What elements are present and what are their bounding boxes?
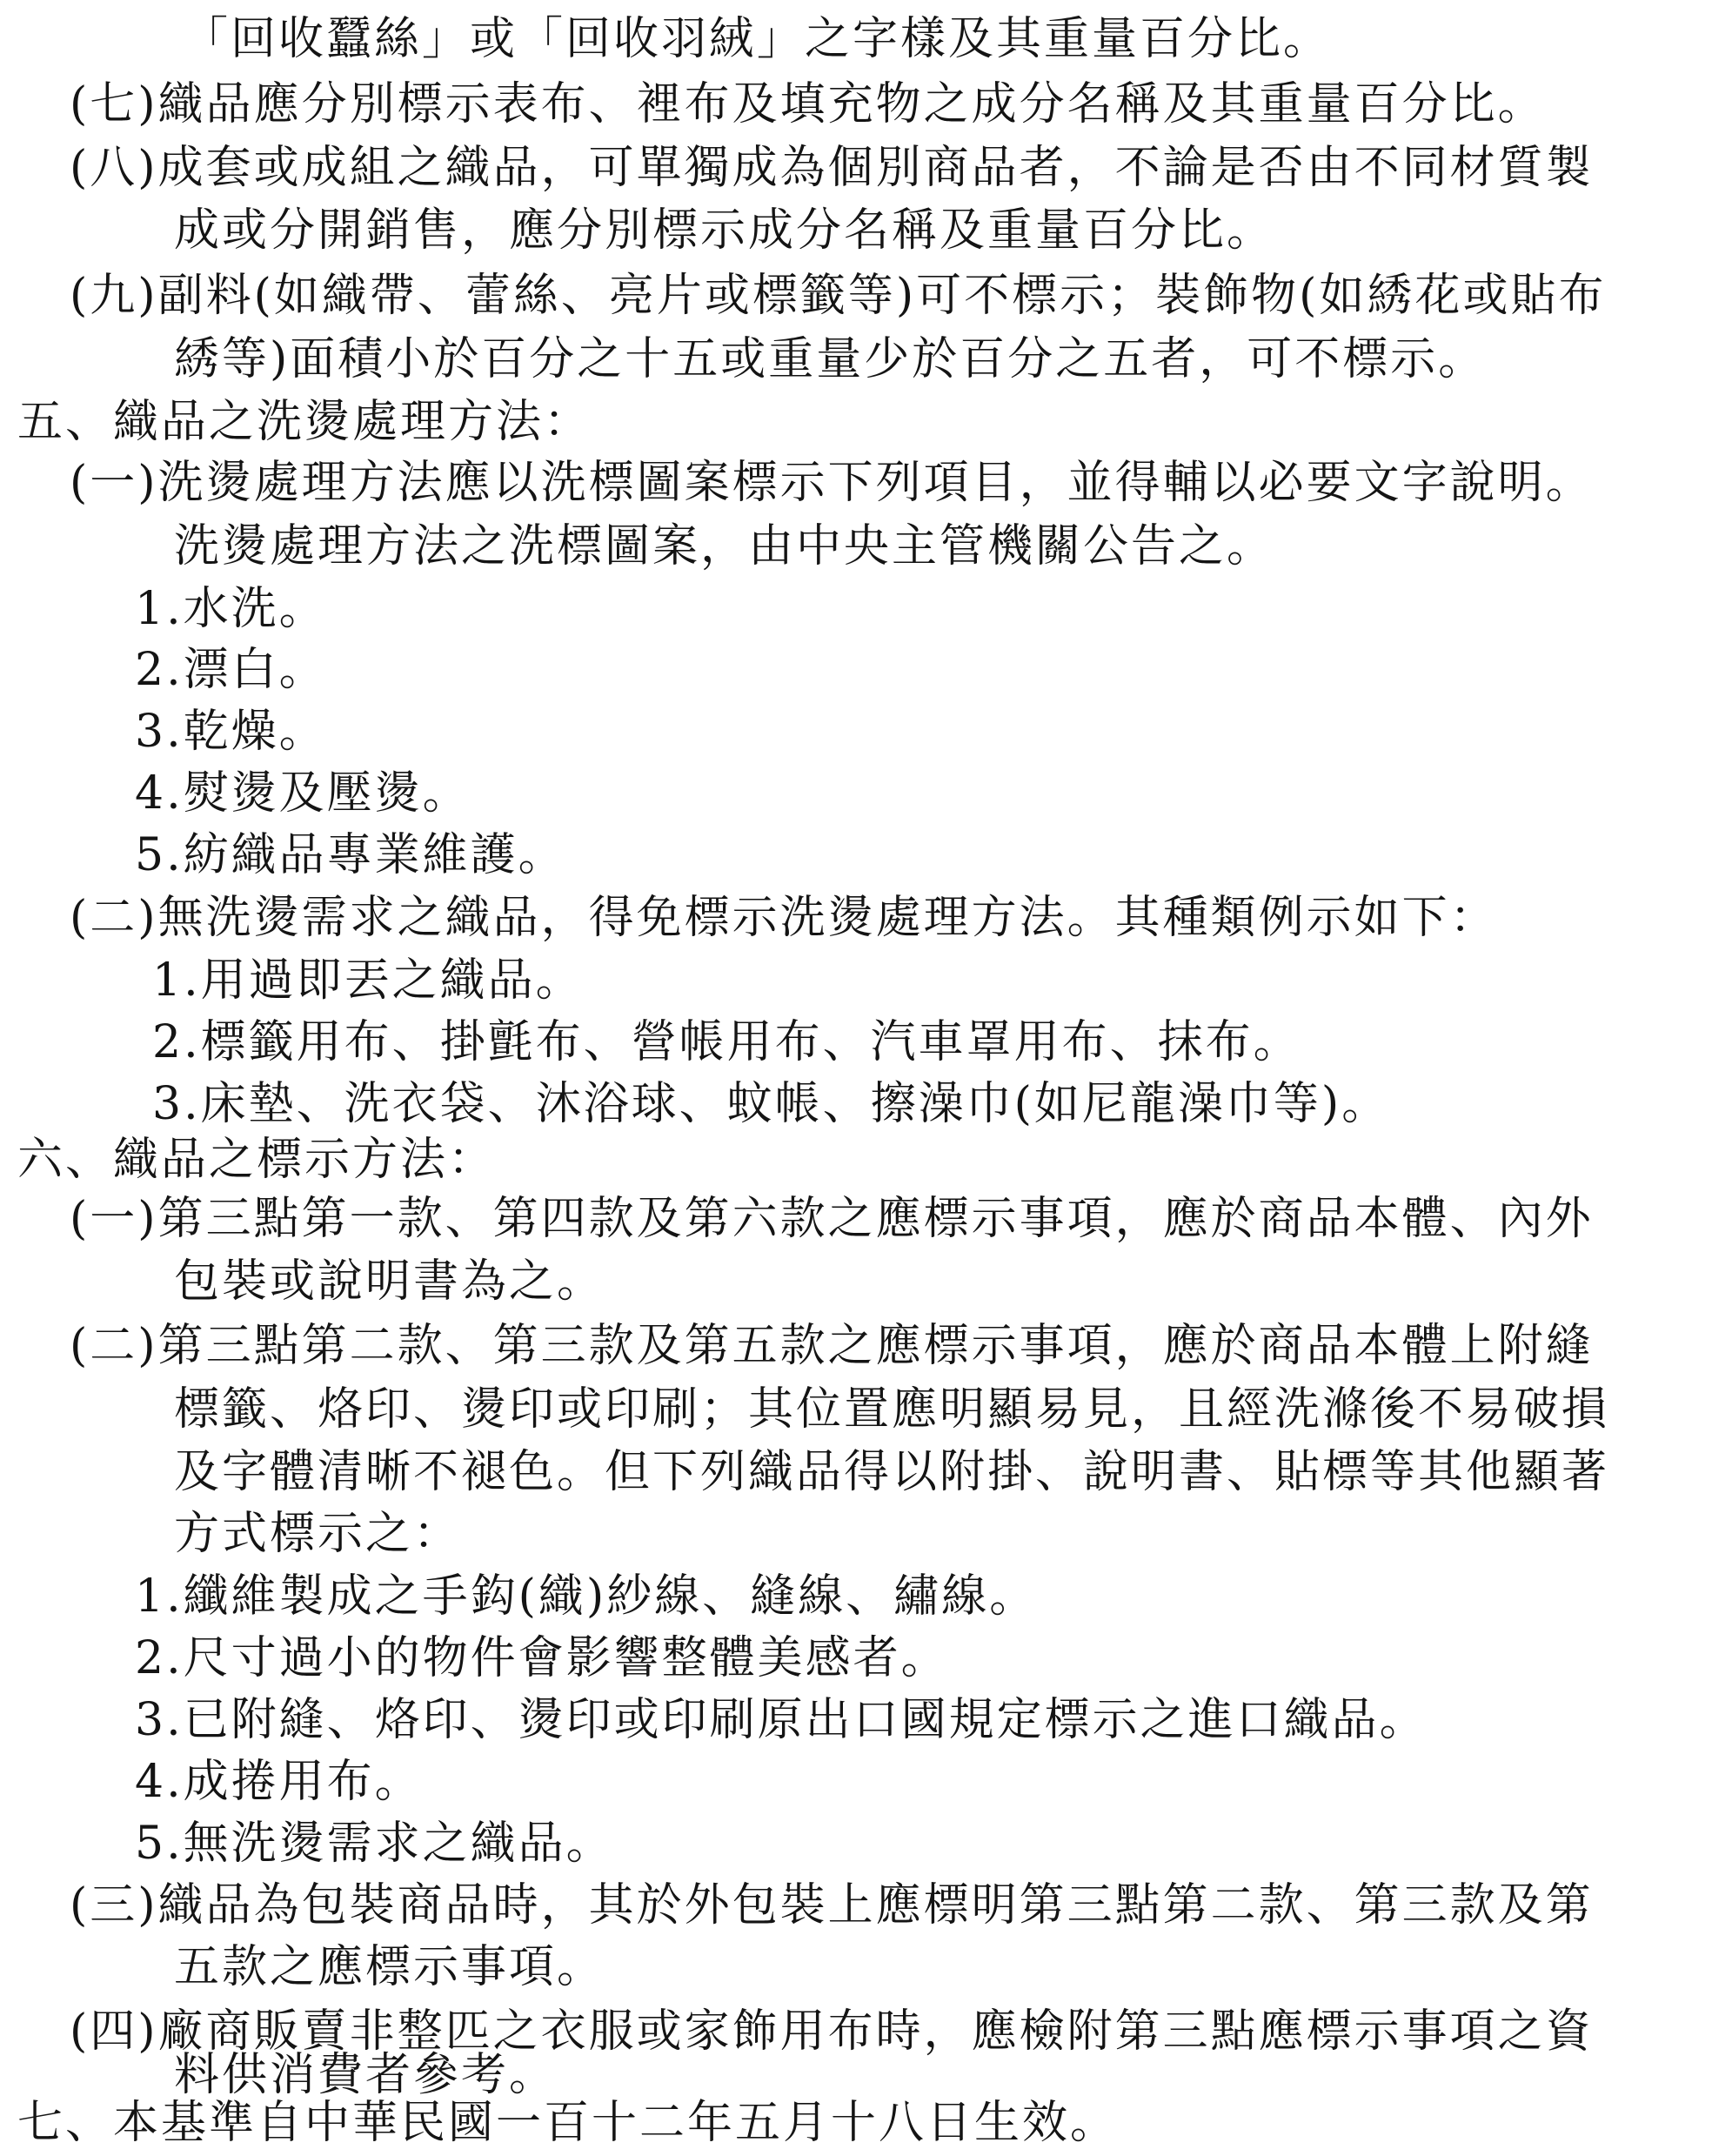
item-5-1-line1 [70,452,1594,513]
item-text: 綉等)面積小於百分之十五或重量少於百分之五者，可不標示。 [174,333,1487,385]
list-item [135,1813,614,1874]
item-text: 洗燙處理方法之洗標圖案，由中央主管機關公告之。 [174,520,1275,572]
item-4-7 [70,74,1546,135]
item-text: 包裝或說明書為之。 [174,1255,605,1308]
item-text: 第三點第一款、第四款及第六款之應標示事項，應於商品本體、內外 [157,1193,1594,1245]
item-text: 成或分開銷售，應分別標示成分名稱及重量百分比。 [174,204,1275,257]
list-item [152,1012,1301,1073]
item-text: 副料(如織帶、蕾絲、亮片或標籤等)可不標示；裝飾物(如綉花或貼布 [157,270,1607,322]
item-text: 第三點第二款、第三款及第五款之應標示事項，應於商品本體上附縫 [157,1320,1594,1372]
item-text: 廠商販賣非整匹之衣服或家飾用布時，應檢附第三點應標示事項之資 [157,2005,1594,2058]
item-marker: (八) [70,142,158,194]
item-marker: (一) [70,1193,158,1245]
item-4-8-line2 [174,200,1274,261]
item-text: 及字體清晰不褪色。但下列織品得以附掛、說明書、貼標等其他顯著 [174,1446,1610,1498]
subitem-text: 1.用過即丟之織品。 [152,954,584,1007]
list-item [135,825,566,886]
list-item [135,1628,949,1689]
list-item [152,1074,1389,1135]
section-7 [17,2092,1118,2153]
item-text: 標籤、烙印、燙印或印刷；其位置應明顯易見，且經洗滌後不易破損 [174,1383,1610,1436]
item-6-2-line1 [70,1316,1594,1376]
item-6-2-line2 [174,1379,1609,1440]
list-item [135,701,327,762]
item-text: 織品應分別標示表布、裡布及填充物之成分名稱及其重量百分比。 [157,78,1546,131]
item-text: 方式標示之： [174,1508,462,1560]
subitem-text: 2.漂白。 [135,644,327,696]
item-6-3-line2 [174,1937,605,1998]
paragraph-text: 「回收蠶絲」或「回收羽絨」之字樣及其重量百分比。 [183,13,1332,65]
item-marker: (二) [70,1320,158,1372]
item-text: 五款之應標示事項。 [174,1941,605,1993]
subitem-text: 5.紡織品專業維護。 [135,829,566,881]
list-item [135,1751,423,1812]
item-text: 無洗燙需求之織品，得免標示洗燙處理方法。其種類例示如下： [157,892,1498,944]
item-5-1-line2 [174,516,1274,577]
item-4-8-line1 [70,137,1594,198]
subitem-text: 1.纖維製成之手鈎(織)紗線、縫線、繡線。 [135,1570,1038,1623]
subitem-text: 3.已附縫、烙印、燙印或印刷原出口國規定標示之進口織品。 [135,1694,1428,1746]
item-marker: (九) [70,270,158,322]
subitem-text: 2.尺寸過小的物件會影響整體美感者。 [135,1632,949,1684]
subitem-text: 3.乾燥。 [135,706,327,758]
section-heading: 五、織品之洗燙處理方法： [17,396,592,448]
item-marker: (三) [70,1879,158,1932]
item-text: 織品為包裝商品時，其於外包裝上應標明第三點第二款、第三款及第 [157,1879,1594,1932]
continued-text-line [183,9,1331,70]
item-4-9-line1 [70,265,1606,326]
item-text: 洗燙處理方法應以洗標圖案標示下列項目，並得輔以必要文字說明。 [157,457,1594,509]
subitem-text: 3.床墊、洗衣袋、沐浴球、蚊帳、擦澡巾(如尼龍澡巾等)。 [152,1078,1390,1130]
subitem-text: 1.水洗。 [135,583,327,635]
item-marker: (一) [70,457,158,509]
list-item [135,579,327,639]
subitem-text: 4.熨燙及壓燙。 [135,767,471,820]
item-text: 料供消費者參考。 [174,2049,558,2101]
item-4-9-line2 [174,329,1486,390]
list-item [135,639,327,700]
section-6-heading [17,1129,496,1190]
subitem-text: 4.成捲用布。 [135,1756,423,1808]
item-6-2-line4 [174,1503,461,1564]
item-marker: (四) [70,2005,158,2058]
subitem-text: 5.無洗燙需求之織品。 [135,1818,614,1870]
item-text: 成套或成組之織品，可單獨成為個別商品者，不論是否由不同材質製 [157,142,1594,194]
item-6-1-line2 [174,1251,605,1312]
section-heading: 六、織品之標示方法： [17,1134,497,1186]
item-6-2-line3 [174,1442,1609,1503]
list-item [152,950,584,1011]
section-5-heading [17,392,592,452]
list-item [135,1566,1037,1627]
item-6-3-line1 [70,1875,1594,1936]
list-item [135,763,471,824]
item-marker: (七) [70,78,158,131]
item-6-1-line1 [70,1188,1594,1249]
item-5-2 [70,887,1498,948]
list-item [135,1690,1428,1751]
subitem-text: 2.標籤用布、掛氈布、營帳用布、汽車罩用布、抹布。 [152,1016,1301,1068]
item-marker: (二) [70,892,158,944]
section-text: 七、本基準自中華民國一百十二年五月十八日生效。 [17,2097,1119,2149]
